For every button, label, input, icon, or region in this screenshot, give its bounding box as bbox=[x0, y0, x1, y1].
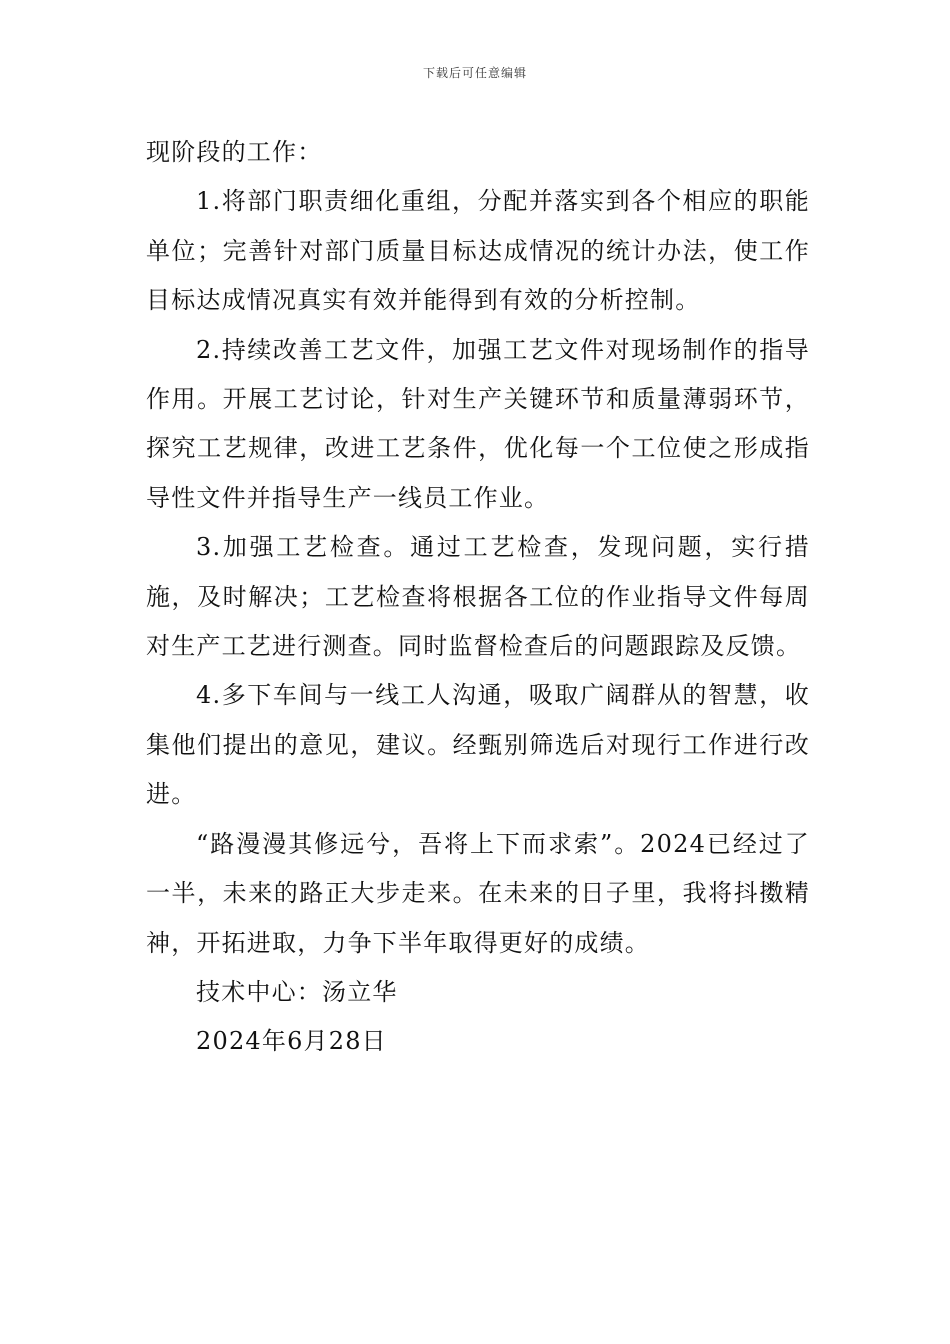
closing-paragraph: “路漫漫其修远兮，吾将上下而求索”。2024已经过了一半，未来的路正大步走来。在未来的日子里，我将抖擞精神，开拓进取，力争下半年取得更好的成绩。 bbox=[146, 829, 810, 957]
paragraph-item-3: 3.加强工艺检查。通过工艺检查，发现问题，实行措施，及时解决；工艺检查将根据各工位的作业指导文件每周对生产工艺进行测查。同时监督检查后的问题跟踪及反馈。 bbox=[146, 533, 810, 661]
paragraph-item-1: 1.将部门职责细化重组，分配并落实到各个相应的职能单位；完善针对部门质量目标达成情况的统计办法，使工作目标达成情况真实有效并能得到有效的分析控制。 bbox=[146, 187, 810, 315]
signature-date: 2024年6月28日 bbox=[196, 1027, 387, 1056]
document-body bbox=[146, 128, 810, 1067]
page-header: 下载后可任意编辑 bbox=[422, 66, 527, 80]
section-heading: 现阶段的工作： bbox=[146, 138, 323, 166]
paragraph-item-4: 4.多下车间与一线工人沟通，吸取广阔群从的智慧，收集他们提出的意见，建议。经甄别筛选后对现行工作进行改进。 bbox=[146, 681, 810, 809]
signature-author: 技术中心：汤立华 bbox=[196, 977, 398, 1006]
paragraph-item-2: 2.持续改善工艺文件，加强工艺文件对现场制作的指导作用。开展工艺讨论，针对生产关键环节和质量薄弱环节，探究工艺规律，改进工艺条件，优化每一个工位使之形成指导性文件并指导生产一线员工作业。 bbox=[146, 335, 810, 512]
